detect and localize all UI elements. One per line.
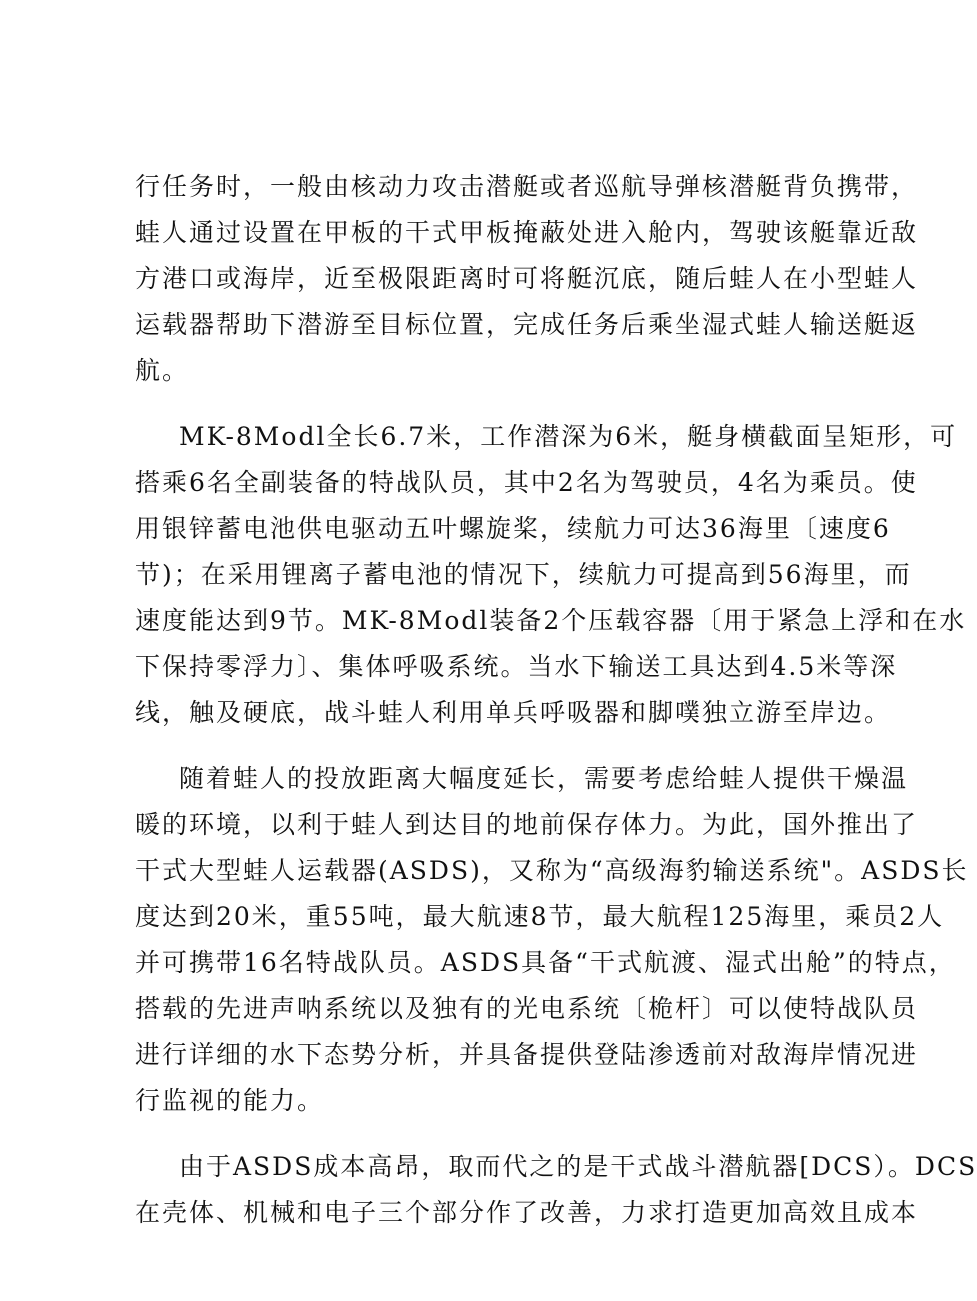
text-line: 线，触及硬底，战斗蛙人利用单兵呼吸器和脚噗独立游至岸边。 bbox=[135, 698, 892, 727]
text-line: 搭载的先进声呐系统以及独有的光电系统〔桅杆〕可以使特战队员 bbox=[135, 994, 919, 1023]
text-line: 暖的环境，以利于蛙人到达目的地前保存体力。为此，国外推出了 bbox=[135, 810, 919, 839]
text-line: 行任务时，一般由核动力攻击潜艇或者巡航导弹核潜艇背负携带， bbox=[135, 172, 919, 201]
text-line: 并可携带16名特战队员。ASDS具备“干式航渡、湿式出舱”的特点， bbox=[135, 948, 956, 977]
paragraph-2 bbox=[135, 414, 967, 736]
paragraph-4 bbox=[135, 1144, 977, 1236]
text-line: 蛙人通过设置在甲板的干式甲板掩蔽处进入舱内，驾驶该艇靠近敌 bbox=[135, 218, 919, 247]
text-line: 随着蛙人的投放距离大幅度延长，需要考虑给蛙人提供干燥温 bbox=[179, 764, 909, 793]
text-line: 搭乘6名全副装备的特战队员，其中2名为驾驶员，4名为乘员。使 bbox=[135, 468, 918, 497]
text-line: MK-8Modl全长6.7米，工作潜深为6米，艇身横截面呈矩形，可 bbox=[179, 422, 958, 451]
paragraph-3 bbox=[135, 756, 969, 1124]
text-line: 运载器帮助下潜游至目标位置，完成任务后乘坐湿式蛙人输送艇返 bbox=[135, 310, 919, 339]
text-line: 在壳体、机械和电子三个部分作了改善，力求打造更加高效且成本 bbox=[135, 1198, 919, 1227]
text-line: 由于ASDS成本高昂，取而代之的是干式战斗潜航器[DCS）。DCS bbox=[179, 1152, 977, 1181]
text-line: 进行详细的水下态势分析，并具备提供登陆渗透前对敌海岸情况进 bbox=[135, 1040, 919, 1069]
text-line: 用银锌蓄电池供电驱动五叶螺旋桨，续航力可达36海里〔速度6 bbox=[135, 514, 891, 543]
document-body bbox=[135, 164, 977, 1256]
paragraph-1 bbox=[135, 164, 919, 394]
text-line: 方港口或海岸，近至极限距离时可将艇沉底，随后蛙人在小型蛙人 bbox=[135, 264, 919, 293]
text-line: 航。 bbox=[135, 356, 190, 385]
text-line: 下保持零浮力〕、集体呼吸系统。当水下输送工具达到4.5米等深 bbox=[135, 652, 898, 681]
text-line: 行监视的能力。 bbox=[135, 1086, 325, 1115]
text-line: 干式大型蛙人运载器(ASDS)，又称为“高级海豹输送系统"。ASDS长 bbox=[135, 856, 969, 885]
text-line: 度达到20米，重55吨，最大航速8节，最大航程125海里，乘员2人 bbox=[135, 902, 945, 931]
text-line: 速度能达到9节。MK-8Modl装备2个压载容器〔用于紧急上浮和在水 bbox=[135, 606, 967, 635]
text-line: 节)；在采用锂离子蓄电池的情况下，续航力可提高到56海里，而 bbox=[135, 560, 912, 589]
